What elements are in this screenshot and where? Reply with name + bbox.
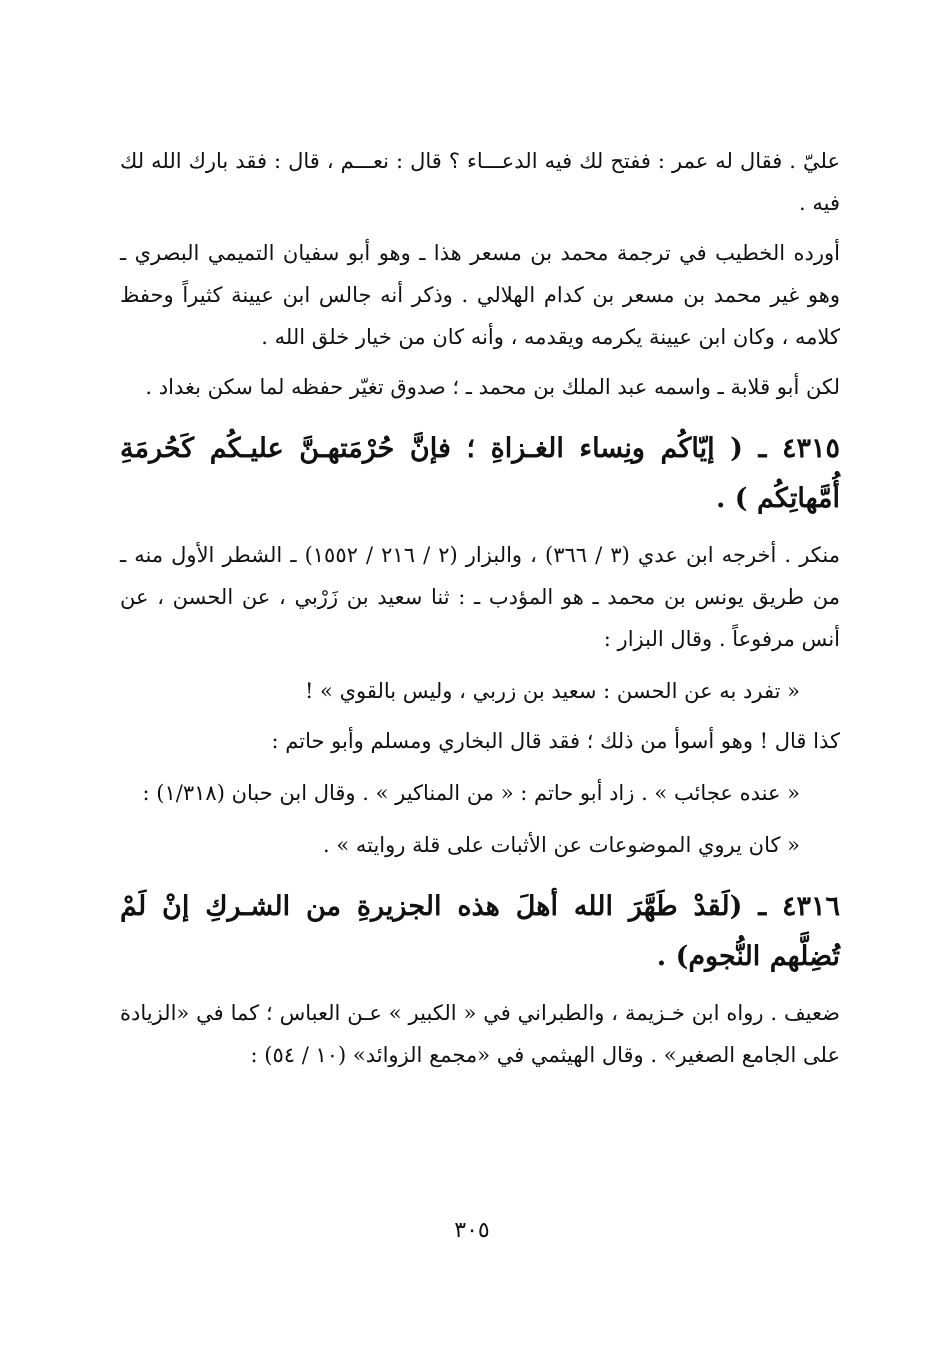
paragraph-abu-qilaba: لكن أبو قلابة ـ واسمه عبد الملك بن محمد ـ ؛ صدوق تغيّر حفظه لما سكن بغداد .: [145, 375, 840, 399]
paragraph-continuation: عليّ . فقال له عمر : ففتح لك فيه الدعـــاء ؟ قال : نعـــم ، قال : فقد بارك الله لك فيه .: [120, 149, 840, 215]
paragraph-4315-grading: منكر . أخرجه ابن عدي (٣ / ٣٦٦) ، والبزار (٢ / ٢١٦ / ١٥٥٢) ـ الشطر الأول منه ـ من طريق يونس بن محمد ـ هو المؤدب ـ : ثنا سعيد بن زَرْبي ، عن الحسن ، عن أنس مرفوعاً . وقال البزار :: [120, 543, 840, 651]
hadith-4316-heading: ٤٣١٦ ـ (لَقدْ طَهَّرَ الله أهلَ هذه الجزيرةِ من الشـركِ إنْ لَمْ تُضِلَّهم النُّجوم) .: [120, 891, 840, 972]
quote-ajaib: « عنده عجائب » . زاد أبو حاتم : « من المناكير » . وقال ابن حبان (١/٣١٨) :: [142, 781, 800, 805]
paragraph-4316-grading: ضعيف . رواه ابن خـزيمة ، والطبراني في « الكبير » عـن العباس ؛ كما في «الزيادة على الجامع الصغير» . وقال الهيثمي في «مجمع الزوائد» (١٠ / ٥٤) :: [120, 1001, 840, 1067]
paragraph-abu-hatim: كذا قال ! وهو أسوأ من ذلك ؛ فقد قال البخاري ومسلم وأبو حاتم :: [271, 729, 840, 753]
quote-bazzar: « تفرد به عن الحسن : سعيد بن زربي ، وليس بالقوي » !: [304, 679, 800, 703]
paragraph-khatib-note: أورده الخطيب في ترجمة محمد بن مسعر هذا ـ وهو أبو سفيان التميمي البصري ـ وهو غير محمد بن مسعر بن كدام الهلالي . وذكر أنه جالس ابن عيينة كثيراً وحفظ كلامه ، وكان ابن عيينة يكرمه ويقدمه ، وأنه كان من خيار خلق الله .: [120, 241, 840, 349]
hadith-4315-heading: ٤٣١٥ ـ ( إيّاكُم ونِساء الغـزاةِ ؛ فإنَّ حُرْمَتهـنَّ عليـكُم كَحُرمَةِ أُمَّهاتِكُم ) .: [120, 433, 840, 514]
quote-ibn-hibban: « كان يروي الموضوعات عن الأثبات على قلة روايته » .: [322, 833, 800, 857]
page-number: ٣٠٥: [454, 1218, 490, 1243]
page-body: [120, 140, 840, 1076]
